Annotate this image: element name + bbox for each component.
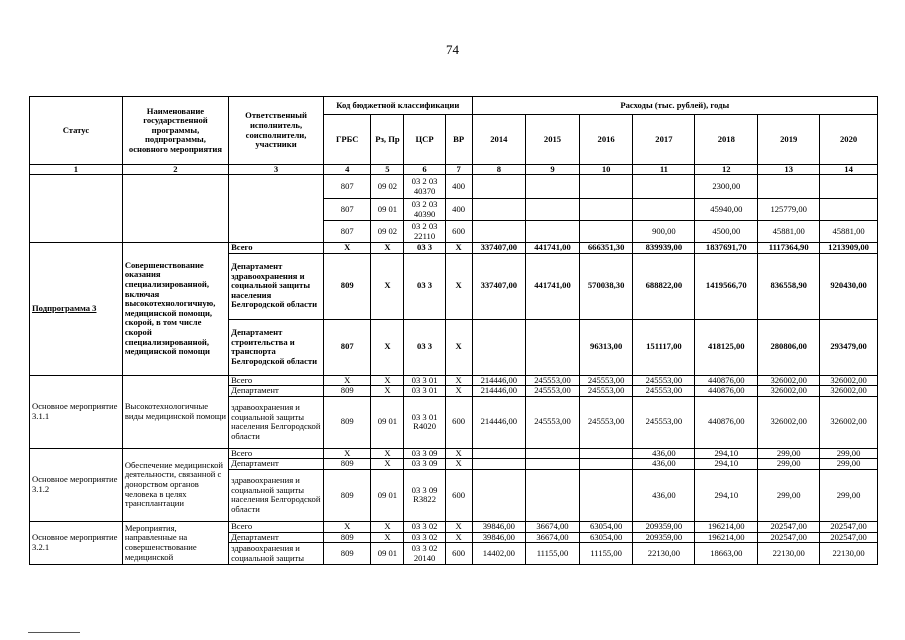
header-year: 2019 — [758, 115, 820, 165]
column-number: 11 — [633, 165, 695, 175]
amount-cell — [526, 175, 580, 199]
csr-cell: 03 3 02 — [404, 532, 445, 543]
amount-cell: 245553,00 — [633, 396, 695, 448]
vr-cell: 600 — [445, 543, 472, 565]
grbs-cell: 807 — [323, 199, 370, 221]
amount-cell — [472, 459, 526, 470]
vr-cell: 600 — [445, 469, 472, 521]
amount-cell — [472, 199, 526, 221]
amount-cell — [579, 469, 633, 521]
amount-cell — [758, 175, 820, 199]
amount-cell: 202547,00 — [758, 521, 820, 532]
csr-cell: 03 3 09 — [404, 459, 445, 470]
table-row — [30, 521, 878, 532]
rzpr-cell: X — [371, 386, 404, 397]
amount-cell — [579, 175, 633, 199]
header-year: 2014 — [472, 115, 526, 165]
executor-cell: Департамент здравоохранения и социальной защиты населения Белгородской области — [229, 253, 324, 319]
amount-cell: 22130,00 — [758, 543, 820, 565]
header-name: Наименование государственной программы, подпрограммы, основного мероприятия — [122, 97, 228, 165]
csr-cell: 03 3 09 R3822 — [404, 469, 445, 521]
budget-table — [29, 96, 878, 565]
amount-cell: 326002,00 — [758, 375, 820, 386]
executor-cell: Всего — [229, 448, 324, 459]
amount-cell: 326002,00 — [758, 386, 820, 397]
amount-cell — [526, 448, 580, 459]
name-cell: Обеспечение медицинской деятельности, связанной с донорством органов человека в целях трансплантации — [122, 448, 228, 521]
amount-cell — [526, 459, 580, 470]
amount-cell: 1419566,70 — [695, 253, 758, 319]
csr-cell: 03 2 03 22110 — [404, 221, 445, 243]
executor-cell: Всего — [229, 521, 324, 532]
header-year: 2017 — [633, 115, 695, 165]
column-number: 8 — [472, 165, 526, 175]
amount-cell: 337407,00 — [472, 243, 526, 254]
amount-cell: 441741,00 — [526, 253, 580, 319]
amount-cell: 839939,00 — [633, 243, 695, 254]
grbs-cell: X — [323, 521, 370, 532]
csr-cell: 03 3 02 20140 — [404, 543, 445, 565]
executor-cell: здравоохранения и социальной защиты населения Белгородской области — [229, 396, 324, 448]
name-cell: Мероприятия, направленные на совершенствование медицинской — [122, 521, 228, 564]
amount-cell — [820, 199, 878, 221]
amount-cell: 920430,00 — [820, 253, 878, 319]
status-cell: Основное мероприятие 3.1.1 — [30, 375, 123, 448]
amount-cell — [579, 448, 633, 459]
amount-cell: 294,10 — [695, 448, 758, 459]
amount-cell — [472, 448, 526, 459]
amount-cell: 96313,00 — [579, 319, 633, 375]
header-vr: ВР — [445, 115, 472, 165]
csr-cell: 03 3 01 — [404, 386, 445, 397]
amount-cell: 45881,00 — [758, 221, 820, 243]
amount-cell: 196214,00 — [695, 532, 758, 543]
vr-cell: X — [445, 459, 472, 470]
amount-cell: 570038,30 — [579, 253, 633, 319]
vr-cell: X — [445, 532, 472, 543]
amount-cell: 209359,00 — [633, 521, 695, 532]
header-row — [30, 97, 878, 115]
grbs-cell: X — [323, 243, 370, 254]
amount-cell: 326002,00 — [758, 396, 820, 448]
rzpr-cell: 09 01 — [371, 396, 404, 448]
grbs-cell: 807 — [323, 319, 370, 375]
vr-cell: X — [445, 243, 472, 254]
grbs-cell: 809 — [323, 386, 370, 397]
amount-cell — [472, 175, 526, 199]
amount-cell: 2300,00 — [695, 175, 758, 199]
scan-mark — [28, 632, 80, 633]
csr-cell: 03 2 03 40390 — [404, 199, 445, 221]
column-number: 6 — [404, 165, 445, 175]
amount-cell: 1117364,90 — [758, 243, 820, 254]
amount-cell: 436,00 — [633, 459, 695, 470]
amount-cell: 245553,00 — [526, 396, 580, 448]
vr-cell: X — [445, 319, 472, 375]
amount-cell — [472, 469, 526, 521]
amount-cell — [633, 199, 695, 221]
vr-cell: X — [445, 448, 472, 459]
amount-cell: 209359,00 — [633, 532, 695, 543]
executor-cell: Департамент — [229, 459, 324, 470]
csr-cell: 03 3 02 — [404, 521, 445, 532]
rzpr-cell: X — [371, 253, 404, 319]
amount-cell: 299,00 — [820, 448, 878, 459]
grbs-cell: 809 — [323, 253, 370, 319]
amount-cell: 436,00 — [633, 448, 695, 459]
rzpr-cell: 09 01 — [371, 469, 404, 521]
amount-cell — [579, 199, 633, 221]
column-number: 12 — [695, 165, 758, 175]
vr-cell: X — [445, 375, 472, 386]
executor-cell: Всего — [229, 243, 324, 254]
table-row — [30, 448, 878, 459]
rzpr-cell: 09 02 — [371, 221, 404, 243]
column-number: 7 — [445, 165, 472, 175]
rzpr-cell: X — [371, 521, 404, 532]
vr-cell: 400 — [445, 175, 472, 199]
amount-cell: 202547,00 — [820, 532, 878, 543]
amount-cell — [633, 175, 695, 199]
amount-cell — [526, 199, 580, 221]
grbs-cell: 807 — [323, 175, 370, 199]
column-number: 14 — [820, 165, 878, 175]
amount-cell: 326002,00 — [820, 396, 878, 448]
amount-cell: 280806,00 — [758, 319, 820, 375]
header-csr: ЦСР — [404, 115, 445, 165]
header-expenses: Расходы (тыс. рублей), годы — [472, 97, 877, 115]
amount-cell: 45940,00 — [695, 199, 758, 221]
amount-cell: 22130,00 — [633, 543, 695, 565]
amount-cell — [526, 319, 580, 375]
amount-cell: 36674,00 — [526, 521, 580, 532]
csr-cell: 03 3 — [404, 253, 445, 319]
executor-cell: Департамент — [229, 386, 324, 397]
csr-cell: 03 3 01 — [404, 375, 445, 386]
rzpr-cell: X — [371, 448, 404, 459]
amount-cell: 299,00 — [820, 469, 878, 521]
column-number: 5 — [371, 165, 404, 175]
amount-cell — [472, 319, 526, 375]
amount-cell: 214446,00 — [472, 386, 526, 397]
amount-cell — [579, 221, 633, 243]
amount-cell: 900,00 — [633, 221, 695, 243]
header-rzpr: Рз, Пр — [371, 115, 404, 165]
amount-cell: 63054,00 — [579, 521, 633, 532]
header-budget-code: Код бюджетной классификации — [323, 97, 472, 115]
executor-cell: Всего — [229, 375, 324, 386]
vr-cell: X — [445, 521, 472, 532]
rzpr-cell: 09 01 — [371, 543, 404, 565]
csr-cell: 03 2 03 40370 — [404, 175, 445, 199]
grbs-cell: 807 — [323, 221, 370, 243]
grbs-cell: X — [323, 448, 370, 459]
amount-cell: 294,10 — [695, 459, 758, 470]
amount-cell: 1213909,00 — [820, 243, 878, 254]
amount-cell: 22130,00 — [820, 543, 878, 565]
amount-cell: 214446,00 — [472, 375, 526, 386]
rzpr-cell: X — [371, 243, 404, 254]
column-number: 9 — [526, 165, 580, 175]
header-year: 2015 — [526, 115, 580, 165]
amount-cell: 440876,00 — [695, 386, 758, 397]
amount-cell: 440876,00 — [695, 375, 758, 386]
amount-cell: 214446,00 — [472, 396, 526, 448]
csr-cell: 03 3 09 — [404, 448, 445, 459]
amount-cell: 440876,00 — [695, 396, 758, 448]
amount-cell — [579, 459, 633, 470]
amount-cell: 36674,00 — [526, 532, 580, 543]
amount-cell: 245553,00 — [526, 375, 580, 386]
amount-cell: 245553,00 — [526, 386, 580, 397]
amount-cell — [472, 221, 526, 243]
vr-cell: X — [445, 386, 472, 397]
amount-cell: 688822,00 — [633, 253, 695, 319]
column-number: 10 — [579, 165, 633, 175]
grbs-cell: 809 — [323, 532, 370, 543]
rzpr-cell: X — [371, 459, 404, 470]
rzpr-cell: X — [371, 532, 404, 543]
column-number: 3 — [229, 165, 324, 175]
amount-cell: 63054,00 — [579, 532, 633, 543]
header-grbs: ГРБС — [323, 115, 370, 165]
amount-cell: 337407,00 — [472, 253, 526, 319]
amount-cell: 245553,00 — [579, 375, 633, 386]
amount-cell: 326002,00 — [820, 386, 878, 397]
name-cell: Совершенствование оказания специализированной, включая высокотехнологичную, медицинской помощи, скорой, в том числе скорой специализированной, медицинской помощи — [122, 243, 228, 376]
amount-cell: 202547,00 — [820, 521, 878, 532]
amount-cell: 14402,00 — [472, 543, 526, 565]
column-number: 13 — [758, 165, 820, 175]
amount-cell: 11155,00 — [526, 543, 580, 565]
column-number-row — [30, 165, 878, 175]
amount-cell: 299,00 — [758, 448, 820, 459]
grbs-cell: 809 — [323, 396, 370, 448]
executor-cell: Департамент строительства и транспорта Белгородской области — [229, 319, 324, 375]
status-cell: Подпрограмма 3 — [30, 243, 123, 376]
vr-cell: 400 — [445, 199, 472, 221]
amount-cell: 436,00 — [633, 469, 695, 521]
amount-cell: 39846,00 — [472, 532, 526, 543]
amount-cell: 1837691,70 — [695, 243, 758, 254]
amount-cell: 245553,00 — [579, 396, 633, 448]
page-number: 74 — [446, 42, 459, 57]
status-cell: Основное мероприятие 3.2.1 — [30, 521, 123, 564]
csr-cell: 03 3 — [404, 319, 445, 375]
grbs-cell: 809 — [323, 459, 370, 470]
amount-cell: 11155,00 — [579, 543, 633, 565]
amount-cell: 196214,00 — [695, 521, 758, 532]
name-cell: Высокотехнологичные виды медицинской помощи — [122, 375, 228, 448]
amount-cell: 4500,00 — [695, 221, 758, 243]
status-cell — [30, 175, 123, 243]
amount-cell: 326002,00 — [820, 375, 878, 386]
executor-cell: здравоохранения и социальной защиты населения Белгородской области — [229, 469, 324, 521]
header-year: 2020 — [820, 115, 878, 165]
amount-cell: 418125,00 — [695, 319, 758, 375]
amount-cell: 202547,00 — [758, 532, 820, 543]
amount-cell — [526, 221, 580, 243]
table-row — [30, 243, 878, 254]
rzpr-cell: X — [371, 375, 404, 386]
table-row — [30, 375, 878, 386]
vr-cell: 600 — [445, 396, 472, 448]
csr-cell: 03 3 — [404, 243, 445, 254]
header-year: 2016 — [579, 115, 633, 165]
rzpr-cell: X — [371, 319, 404, 375]
amount-cell: 39846,00 — [472, 521, 526, 532]
amount-cell: 293479,00 — [820, 319, 878, 375]
status-cell: Основное мероприятие 3.1.2 — [30, 448, 123, 521]
executor-cell: здравоохранения и социальной защиты — [229, 543, 324, 565]
amount-cell — [526, 469, 580, 521]
grbs-cell: X — [323, 375, 370, 386]
grbs-cell: 809 — [323, 469, 370, 521]
amount-cell: 294,10 — [695, 469, 758, 521]
amount-cell: 299,00 — [820, 459, 878, 470]
amount-cell: 441741,00 — [526, 243, 580, 254]
amount-cell: 151117,00 — [633, 319, 695, 375]
amount-cell: 245553,00 — [579, 386, 633, 397]
amount-cell: 245553,00 — [633, 375, 695, 386]
amount-cell: 666351,30 — [579, 243, 633, 254]
rzpr-cell: 09 02 — [371, 175, 404, 199]
amount-cell: 45881,00 — [820, 221, 878, 243]
vr-cell: X — [445, 253, 472, 319]
header-year: 2018 — [695, 115, 758, 165]
executor-cell — [229, 175, 324, 243]
header-status: Статус — [30, 97, 123, 165]
header-executor: Ответственный исполнитель, соисполнители, участники — [229, 97, 324, 165]
rzpr-cell: 09 01 — [371, 199, 404, 221]
grbs-cell: 809 — [323, 543, 370, 565]
amount-cell — [820, 175, 878, 199]
name-cell — [122, 175, 228, 243]
amount-cell: 245553,00 — [633, 386, 695, 397]
column-number: 1 — [30, 165, 123, 175]
amount-cell: 299,00 — [758, 469, 820, 521]
amount-cell: 125779,00 — [758, 199, 820, 221]
amount-cell: 836558,90 — [758, 253, 820, 319]
executor-cell: Департамент — [229, 532, 324, 543]
column-number: 4 — [323, 165, 370, 175]
column-number: 2 — [122, 165, 228, 175]
table-row — [30, 175, 878, 199]
csr-cell: 03 3 01 R4020 — [404, 396, 445, 448]
amount-cell: 18663,00 — [695, 543, 758, 565]
amount-cell: 299,00 — [758, 459, 820, 470]
vr-cell: 600 — [445, 221, 472, 243]
